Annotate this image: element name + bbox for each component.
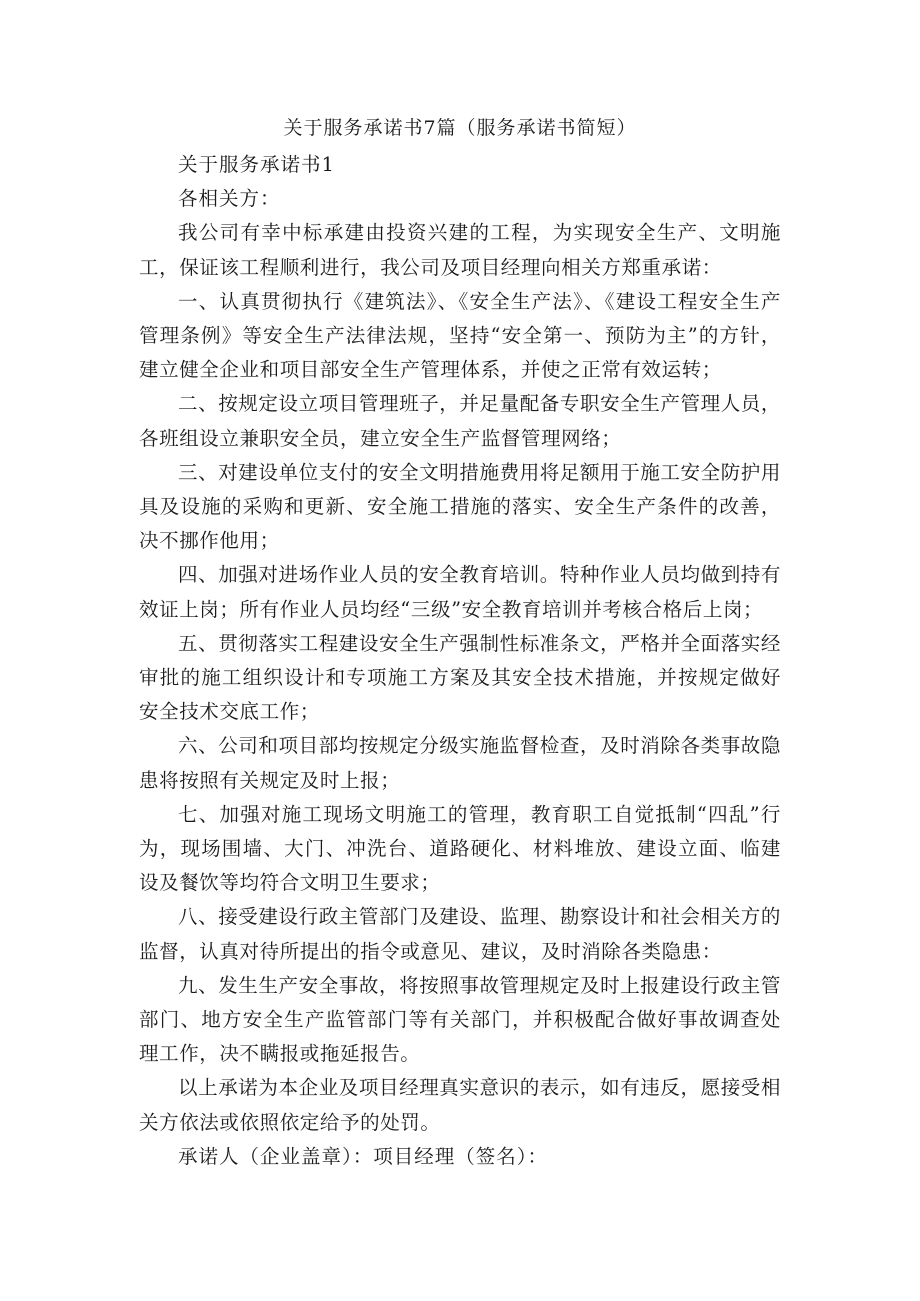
- paragraph-item-5: 五、贯彻落实工程建设安全生产强制性标准条文，严格并全面落实经审批的施工组织设计和专项施工方案及其安全技术措施，并按规定做好安全技术交底工作；: [139, 631, 782, 724]
- signature-line: 承诺人（企业盖章）：项目经理（签名）：: [178, 1144, 549, 1168]
- paragraph-item-2: 二、按规定设立项目管理班子，并足量配备专职安全生产管理人员，各班组设立兼职安全员，建立安全生产监督管理网络；: [139, 392, 782, 450]
- document-title: 关于服务承诺书7篇（服务承诺书简短）: [283, 117, 637, 139]
- paragraph-conclusion: 以上承诺为本企业及项目经理真实意识的表示，如有违反，愿接受相关方依法或依照依定给予的处罚。: [139, 1076, 782, 1134]
- section-heading: 关于服务承诺书1: [178, 153, 335, 176]
- document-body: [139, 148, 781, 1174]
- paragraph-item-9: 九、发生生产安全事故，将按照事故管理规定及时上报建设行政主管部门、地方安全生产监管部门等有关部门，并积极配合做好事故调查处理工作，决不瞒报或拖延报告。: [139, 973, 782, 1066]
- paragraph-item-1: 一、认真贯彻执行《建筑法》、《安全生产法》、《建设工程安全生产管理条例》等安全生产法律法规，坚持“安全第一、预防为主”的方针，建立健全企业和项目部安全生产管理体系，并使之正常有效运转；: [139, 289, 781, 382]
- paragraph-item-4: 四、加强对进场作业人员的安全教育培训。特种作业人员均做到持有效证上岗；所有作业人员均经“三级”安全教育培训并考核合格后上岗；: [139, 563, 782, 621]
- salutation: 各相关方：: [178, 187, 281, 211]
- paragraph-item-7: 七、加强对施工现场文明施工的管理，教育职工自觉抵制“四乱”行为，现场围墙、大门、冲洗台、道路硬化、材料堆放、建设立面、临建设及餐饮等均符合文明卫生要求；: [139, 802, 781, 895]
- paragraph-item-6: 六、公司和项目部均按规定分级实施监督检查，及时消除各类事故隐患将按照有关规定及时上报；: [139, 734, 782, 792]
- paragraph-item-3: 三、对建设单位支付的安全文明措施费用将足额用于施工安全防护用具及设施的采购和更新、安全施工措施的落实、安全生产条件的改善，决不挪作他用；: [139, 460, 782, 553]
- paragraph-intro: 我公司有幸中标承建由投资兴建的工程，为实现安全生产、文明施工，保证该工程顺利进行，我公司及项目经理向相关方郑重承诺：: [139, 221, 781, 279]
- paragraph-item-8: 八、接受建设行政主管部门及建设、监理、勘察设计和社会相关方的监督，认真对待所提出的指令或意见、建议，及时消除各类隐患：: [139, 905, 782, 963]
